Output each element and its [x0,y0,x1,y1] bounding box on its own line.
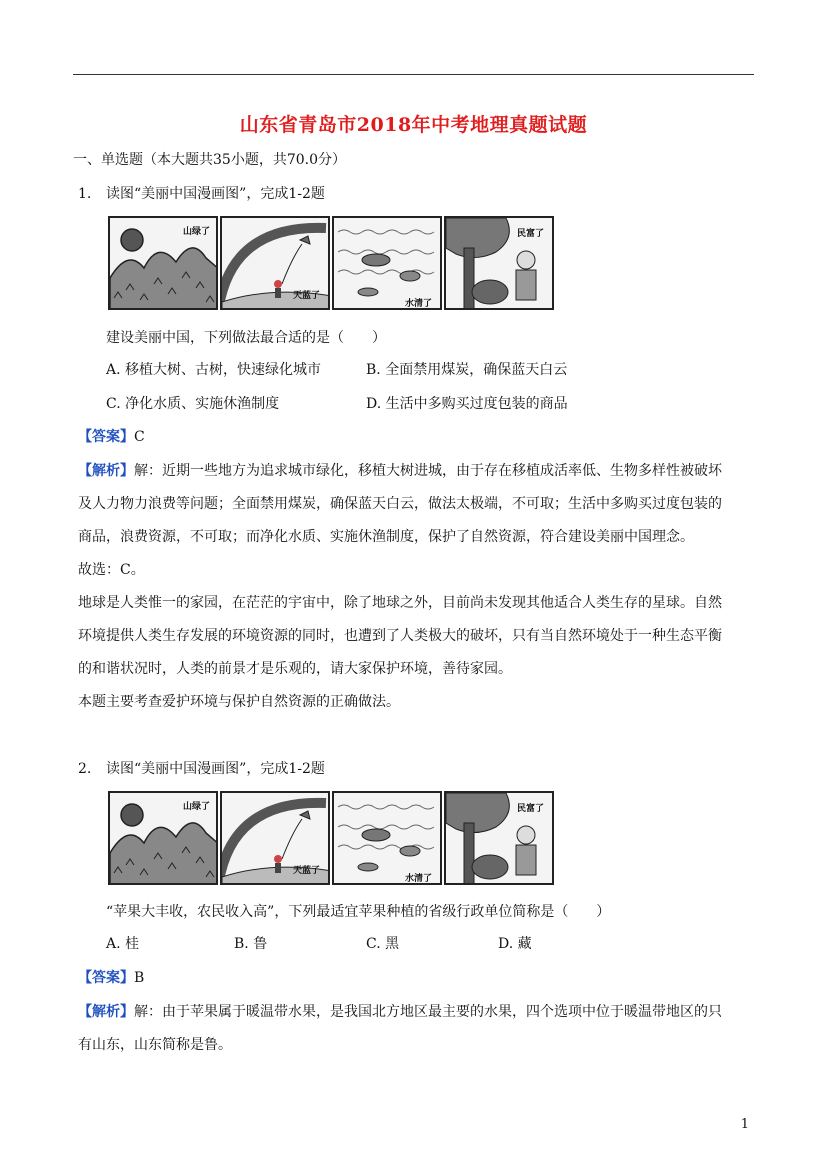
q1-option-b: B. 全面禁用煤炭，确保蓝天白云 [366,362,568,378]
q2-answer-tag: 答案 [92,970,120,986]
q2-answer-value: B [134,970,145,986]
q2-comic-strip [108,791,554,885]
q2-analysis-text-1: 解：由于苹果属于暖温带水果，是我国北方地区最主要的水果，四个选项中位于暖温带地区的只 [134,1004,722,1020]
q2-answer: 【答案】B [78,970,145,986]
q2-analysis-line-1: 【解析】解：由于苹果属于暖温带水果，是我国北方地区最主要的水果，四个选项中位于暖温带地区的只 [78,1004,722,1020]
document-title: 山东省青岛市2018年中考地理真题试题 [239,114,588,136]
q1-answer-value: C [134,429,145,445]
q2-option-a: A. 桂 [106,936,140,952]
q1-option-d: D. 生活中多购买过度包装的商品 [366,396,568,412]
q1-conclusion: 故选：C。 [78,562,145,578]
caption-sky-2: 天蓝了 [292,866,320,876]
q2-option-b: B. 鲁 [234,936,268,952]
q1-extra-line-4: 本题主要考查爱护环境与保护自然资源的正确做法。 [78,694,400,710]
q1-number: 1. [78,186,92,202]
caption-mountains: 山绿了 [182,227,210,237]
q1-analysis-text-1: 解：近期一些地方为追求城市绿化，移植大树进城，由于存在移植成活率低、生物多样性被破坏 [134,463,722,479]
q2-analysis-line-2: 有山东，山东简称是鲁。 [78,1037,232,1053]
q2-stem: “苹果大丰收，农民收入高”，下列最适宜苹果种植的省级行政单位简称是（ ） [106,904,611,920]
q1-answer: 【答案】C [78,429,145,445]
caption-mountains-2: 山绿了 [182,802,210,812]
caption-farmer-2: 民富了 [516,804,544,814]
comic-panel-farmer [444,216,554,310]
comic-panel-water [332,216,442,310]
q1-prompt: 读图“美丽中国漫画图”，完成1-2题 [106,186,325,202]
q2-prompt: 读图“美丽中国漫画图”，完成1-2题 [106,761,325,777]
comic-panel-mountains [108,216,218,310]
caption-farmer: 民富了 [516,229,544,239]
q2-option-d: D. 藏 [498,936,532,952]
q1-extra-line-2: 环境提供人类生存发展的环境资源的同时，也遭到了人类极大的破坏，只有当自然环境处于一种生态平衡 [78,628,722,644]
q2-number: 2. [78,761,92,777]
q2-option-c: C. 黑 [366,936,400,952]
page-number: 1 [740,1117,749,1132]
header-rule [73,74,754,75]
q1-analysis-line-2: 及人力物力浪费等问题；全面禁用煤炭，确保蓝天白云，做法太极端，不可取；生活中多购买过度包装的 [78,496,722,512]
q2-analysis-tag: 解析 [92,1004,120,1020]
q1-extra-line-3: 的和谐状况时，人类的前景才是乐观的，请大家保护环境，善待家园。 [78,661,512,677]
q1-analysis-line-1: 【解析】解：近期一些地方为追求城市绿化，移植大树进城，由于存在移植成活率低、生物多样性被破坏 [78,463,722,479]
comic-panel-water-2 [332,791,442,885]
caption-water: 水清了 [404,299,432,309]
caption-water-2: 水清了 [404,874,432,884]
q1-option-c: C. 净化水质、实施休渔制度 [106,396,280,412]
comic-panel-mountains-2 [108,791,218,885]
comic-panel-sky [220,216,330,310]
q1-comic-strip [108,216,554,310]
q1-analysis-tag: 解析 [92,463,120,479]
q1-option-a: A. 移植大树、古树，快速绿化城市 [106,362,322,378]
comic-panel-farmer-2 [444,791,554,885]
section-heading: 一、单选题（本大题共35小题，共70.0分） [73,152,346,168]
comic-panel-sky-2 [220,791,330,885]
q1-answer-tag: 答案 [92,429,120,445]
q1-extra-line-1: 地球是人类惟一的家园，在茫茫的宇宙中，除了地球之外，目前尚未发现其他适合人类生存的星球。自然 [78,595,722,611]
q1-analysis-line-3: 商品，浪费资源，不可取；而净化水质、实施休渔制度，保护了自然资源，符合建设美丽中国理念。 [78,529,694,545]
caption-sky: 天蓝了 [292,291,320,301]
q1-stem: 建设美丽中国，下列做法最合适的是（ ） [106,330,386,346]
